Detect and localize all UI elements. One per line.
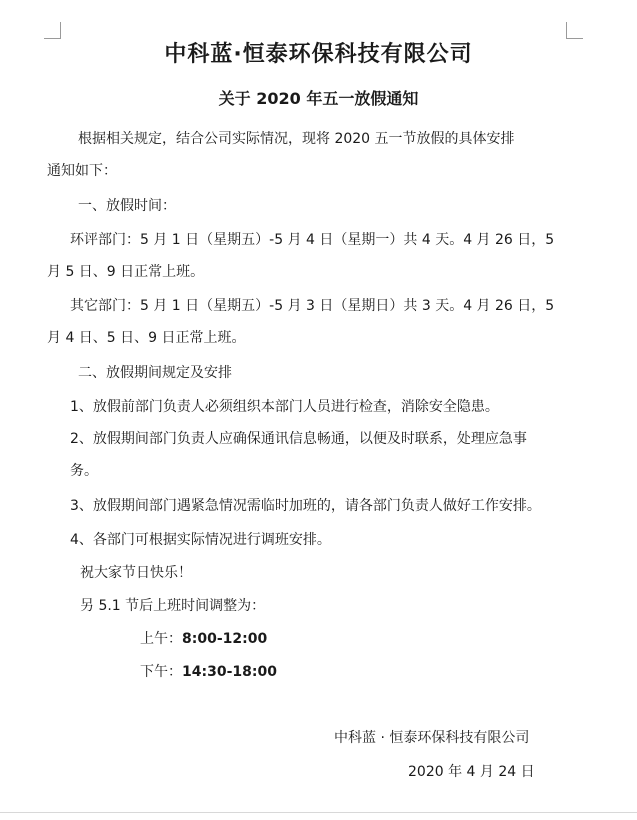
intro-line-2: 通知如下： [47,163,117,179]
signature-company: 中科蓝 · 恒泰环保科技有限公司 [334,730,530,746]
rule-2-line-1: 2、放假期间部门负责人应确保通讯信息畅通，以便及时联系，处理应急事 [70,431,527,447]
after-holiday-note: 另 5.1 节后上班时间调整为： [80,598,266,614]
intro-line-1: 根据相关规定，结合公司实际情况，现将 2020 五一节放假的具体安排 [78,131,515,147]
rule-2-line-2: 务。 [70,463,98,479]
morning-time: 8:00-12:00 [182,631,268,647]
afternoon-label: 下午： [140,664,182,680]
rule-1: 1、放假前部门负责人必须组织本部门人员进行检查，消除安全隐患。 [70,399,499,415]
section-1-heading: 一、放假时间： [78,198,176,214]
rule-4: 4、各部门可根据实际情况进行调班安排。 [70,532,331,548]
notice-heading: 关于 2020 年五一放假通知 [218,89,419,108]
crop-mark-top-right [566,22,583,39]
env-dept-line-2: 月 5 日、9 日正常上班。 [47,264,205,280]
page-bottom-edge [0,812,637,813]
afternoon-time: 14:30-18:00 [182,664,277,680]
afternoon-hours [140,662,277,682]
crop-mark-top-left [44,22,61,39]
signature-date: 2020 年 4 月 24 日 [408,764,535,780]
document-title: 中科蓝·恒泰环保科技有限公司 [164,42,473,67]
env-dept-line-1: 环评部门：5 月 1 日（星期五）-5 月 4 日（星期一）共 4 天。4 月 26 日，5 [70,232,555,248]
morning-label: 上午： [140,631,182,647]
greeting: 祝大家节日快乐！ [80,565,192,581]
section-2-heading: 二、放假期间规定及安排 [78,365,232,381]
rule-3: 3、放假期间部门遇紧急情况需临时加班的，请各部门负责人做好工作安排。 [70,498,541,514]
other-dept-line-2: 月 4 日、5 日、9 日正常上班。 [47,330,246,346]
other-dept-line-1: 其它部门：5 月 1 日（星期五）-5 月 3 日（星期日）共 3 天。4 月 26 日，5 [70,298,555,314]
morning-hours [140,629,267,649]
